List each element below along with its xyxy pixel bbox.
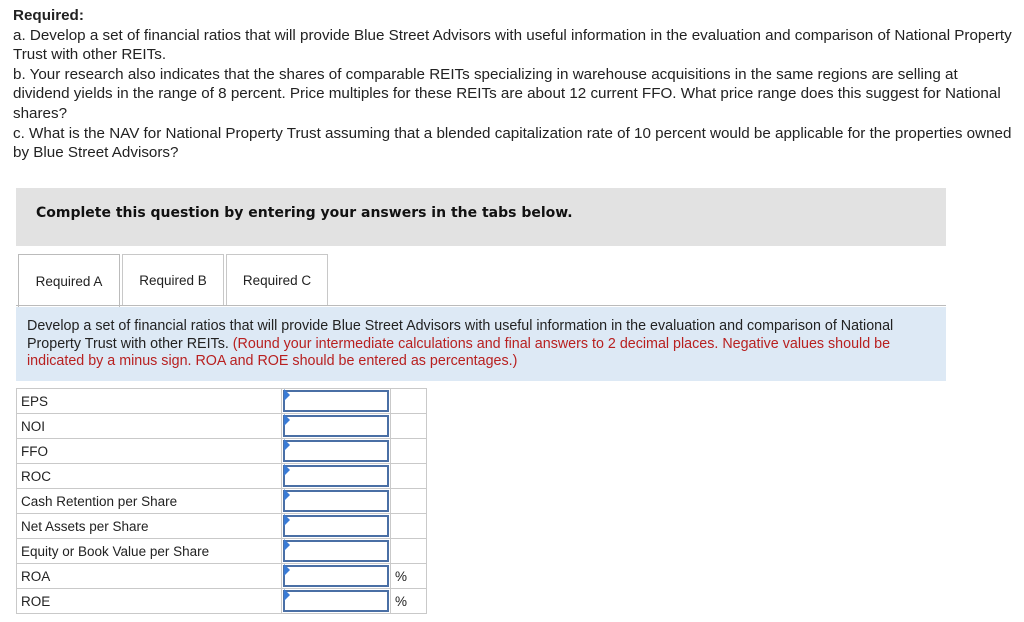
tab-label: Required A xyxy=(35,273,103,289)
tab-label: Required B xyxy=(139,273,207,288)
row-label-cash-retention: Cash Retention per Share xyxy=(17,489,282,514)
tab-label: Required C xyxy=(242,273,312,288)
unit-cell xyxy=(391,439,427,464)
required-section xyxy=(13,6,1018,163)
row-label-noi: NOI xyxy=(17,414,282,439)
unit-cell xyxy=(391,389,427,414)
row-label-book-value: Equity or Book Value per Share xyxy=(17,539,282,564)
table-row xyxy=(17,589,427,614)
prompt-text: Develop a set of financial ratios that will provide Blue Street Advisors with useful information in the evaluation and comparison of National Property Trust with other REITs. xyxy=(27,318,894,352)
roc-input[interactable] xyxy=(283,465,389,487)
cash-retention-input[interactable] xyxy=(283,490,389,512)
row-label-net-assets: Net Assets per Share xyxy=(17,514,282,539)
table-row xyxy=(17,414,427,439)
prompt-note: (Round your intermediate calculations and final answers to 2 decimal places. Negative values should be indicated by a minus sign. ROA and ROE should be entered as percentages.) xyxy=(27,335,891,370)
required-part-a: a. Develop a set of financial ratios that will provide Blue Street Advisors with useful information in the evaluation and comparison of National Property Trust with other REITs. xyxy=(13,26,1012,64)
unit-cell xyxy=(391,539,427,564)
row-label-eps: EPS xyxy=(17,389,282,414)
noi-input[interactable] xyxy=(283,415,389,437)
table-row xyxy=(17,439,427,464)
ffo-input[interactable] xyxy=(283,440,389,462)
percent-unit: % xyxy=(391,589,427,614)
roa-input[interactable] xyxy=(283,565,389,587)
row-label-roa: ROA xyxy=(17,564,282,589)
book-value-input[interactable] xyxy=(283,540,389,562)
required-heading: Required: xyxy=(13,7,84,24)
question-prompt xyxy=(16,307,946,381)
required-part-b: b. Your research also indicates that the shares of comparable REITs specializing in warehouse acquisitions in the same regions are selling at dividend yields in the range of 8 percent. Price multiples for these REITs are about 12 current FFO. What price range does this suggest for National shares? xyxy=(13,65,1001,122)
tab-required-b[interactable] xyxy=(122,254,224,306)
eps-input[interactable] xyxy=(283,390,389,412)
row-label-ffo: FFO xyxy=(17,439,282,464)
required-part-c: c. What is the NAV for National Property Trust assuming that a blended capitalization rate of 10 percent would be applicable for the properties owned by Blue Street Advisors? xyxy=(13,124,1012,162)
table-row xyxy=(17,564,427,589)
table-row xyxy=(17,389,427,414)
table-row xyxy=(17,464,427,489)
unit-cell xyxy=(391,414,427,439)
ratios-table xyxy=(16,388,427,614)
unit-cell xyxy=(391,514,427,539)
table-row xyxy=(17,489,427,514)
instruction-bar xyxy=(16,188,946,246)
row-label-roc: ROC xyxy=(17,464,282,489)
table-row xyxy=(17,514,427,539)
instruction-text: Complete this question by entering your answers in the tabs below. xyxy=(36,205,573,221)
unit-cell xyxy=(391,464,427,489)
roe-input[interactable] xyxy=(283,590,389,612)
tab-divider xyxy=(16,305,946,306)
row-label-roe: ROE xyxy=(17,589,282,614)
net-assets-input[interactable] xyxy=(283,515,389,537)
table-row xyxy=(17,539,427,564)
tab-required-c[interactable] xyxy=(226,254,328,306)
percent-unit: % xyxy=(391,564,427,589)
tab-required-a[interactable] xyxy=(18,254,120,307)
unit-cell xyxy=(391,489,427,514)
